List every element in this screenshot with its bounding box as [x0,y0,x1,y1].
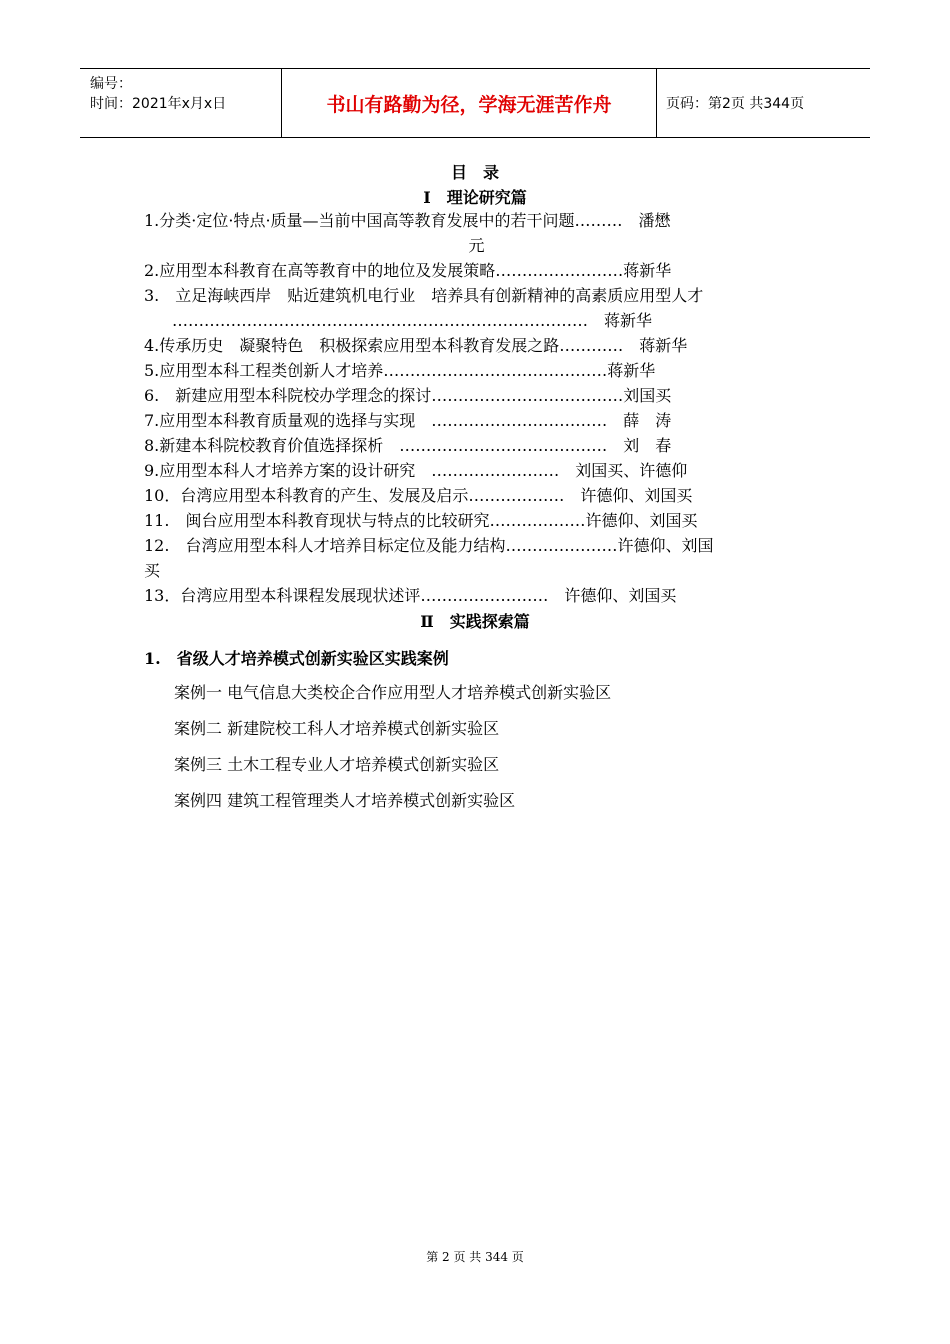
section1-heading[interactable]: 1. 省级人才培养模式创新实验区实践案例 [144,649,449,668]
toc-entry[interactable] [144,583,809,608]
toc-entry-line: 8.新建本科院校教育价值选择探析 ………………………………… 刘 春 [144,436,672,455]
case-item[interactable]: 案例二 新建院校工科人才培养模式创新实验区 [174,719,500,738]
toc-entry-line: 3. 立足海峡西岸 贴近建筑机电行业 培养具有创新精神的高素质应用型人才 [144,286,704,305]
toc-entry[interactable] [144,533,809,583]
toc-entry-line: 买 [144,561,161,580]
page-header [80,68,870,138]
header-motto: 书山有路勤为径，学海无涯苦作舟 [282,69,657,137]
toc-entry-line: 10．台湾应用型本科教育的产生、发展及启示……………… 许德仰、刘国买 [144,486,693,505]
toc-entry[interactable] [144,333,809,358]
header-page-label: 页码：第2页 共344页 [666,96,805,112]
toc-entry[interactable] [144,358,809,383]
toc-entry-line: 2.应用型本科教育在高等教育中的地位及发展策略……………………蒋新华 [144,261,672,280]
doc-time-label: 时间：2021年x月x日 [90,96,227,112]
toc-entry-line: 元 [468,236,485,255]
toc-entry[interactable] [144,433,809,458]
toc-title: 目 录 [450,163,499,182]
toc-entry-line: 7.应用型本科教育质量观的选择与实现 …………………………… 薛 涛 [144,411,672,430]
doc-code-label: 编号： [90,76,132,92]
case-item[interactable]: 案例一 电气信息大类校企合作应用型人才培养模式创新实验区 [174,683,612,702]
part1-title: Ⅰ 理论研究篇 [423,188,527,207]
toc-entry-line: 5.应用型本科工程类创新人才培养……………………………………蒋新华 [144,361,656,380]
toc-entry[interactable] [144,483,809,508]
toc-entry-line: 6. 新建应用型本科院校办学理念的探讨………………………………刘国买 [144,386,672,405]
practice-section [144,646,612,810]
header-meta-cell [80,69,282,137]
toc-entry[interactable] [144,383,809,408]
case-item[interactable]: 案例四 建筑工程管理类人才培养模式创新实验区 [174,791,516,810]
toc-entry-line: 12. 台湾应用型本科人才培养目标定位及能力结构…………………许德仰、刘国 [144,536,714,555]
toc-entry-line: 1.分类·定位·特点·质量—当前中国高等教育发展中的若干问题……… 潘懋 [144,211,671,230]
toc-entry-line: …………………………………………………………………… 蒋新华 [172,311,653,330]
toc-entry[interactable] [144,458,809,483]
toc-entry[interactable] [144,208,809,258]
toc-entry-line: 9.应用型本科人才培养方案的设计研究 …………………… 刘国买、许德仰 [144,461,688,480]
toc-entry[interactable] [144,283,809,333]
toc-entry[interactable] [144,408,809,433]
toc-entry-line: 13．台湾应用型本科课程发展现状述评…………………… 许德仰、刘国买 [144,586,677,605]
toc-list [144,208,809,608]
toc-entry[interactable] [144,258,809,283]
toc-entry-line: 11. 闽台应用型本科教育现状与特点的比较研究………………许德仰、刘国买 [144,511,698,530]
toc-entry[interactable] [144,508,809,533]
part2-title: Ⅱ 实践探索篇 [420,612,530,631]
toc-entry-line: 4.传承历史 凝聚特色 积极探索应用型本科教育发展之路………… 蒋新华 [144,336,688,355]
page-footer: 第 2 页 共 344 页 [426,1250,524,1264]
case-item[interactable]: 案例三 土木工程专业人才培养模式创新实验区 [174,755,500,774]
